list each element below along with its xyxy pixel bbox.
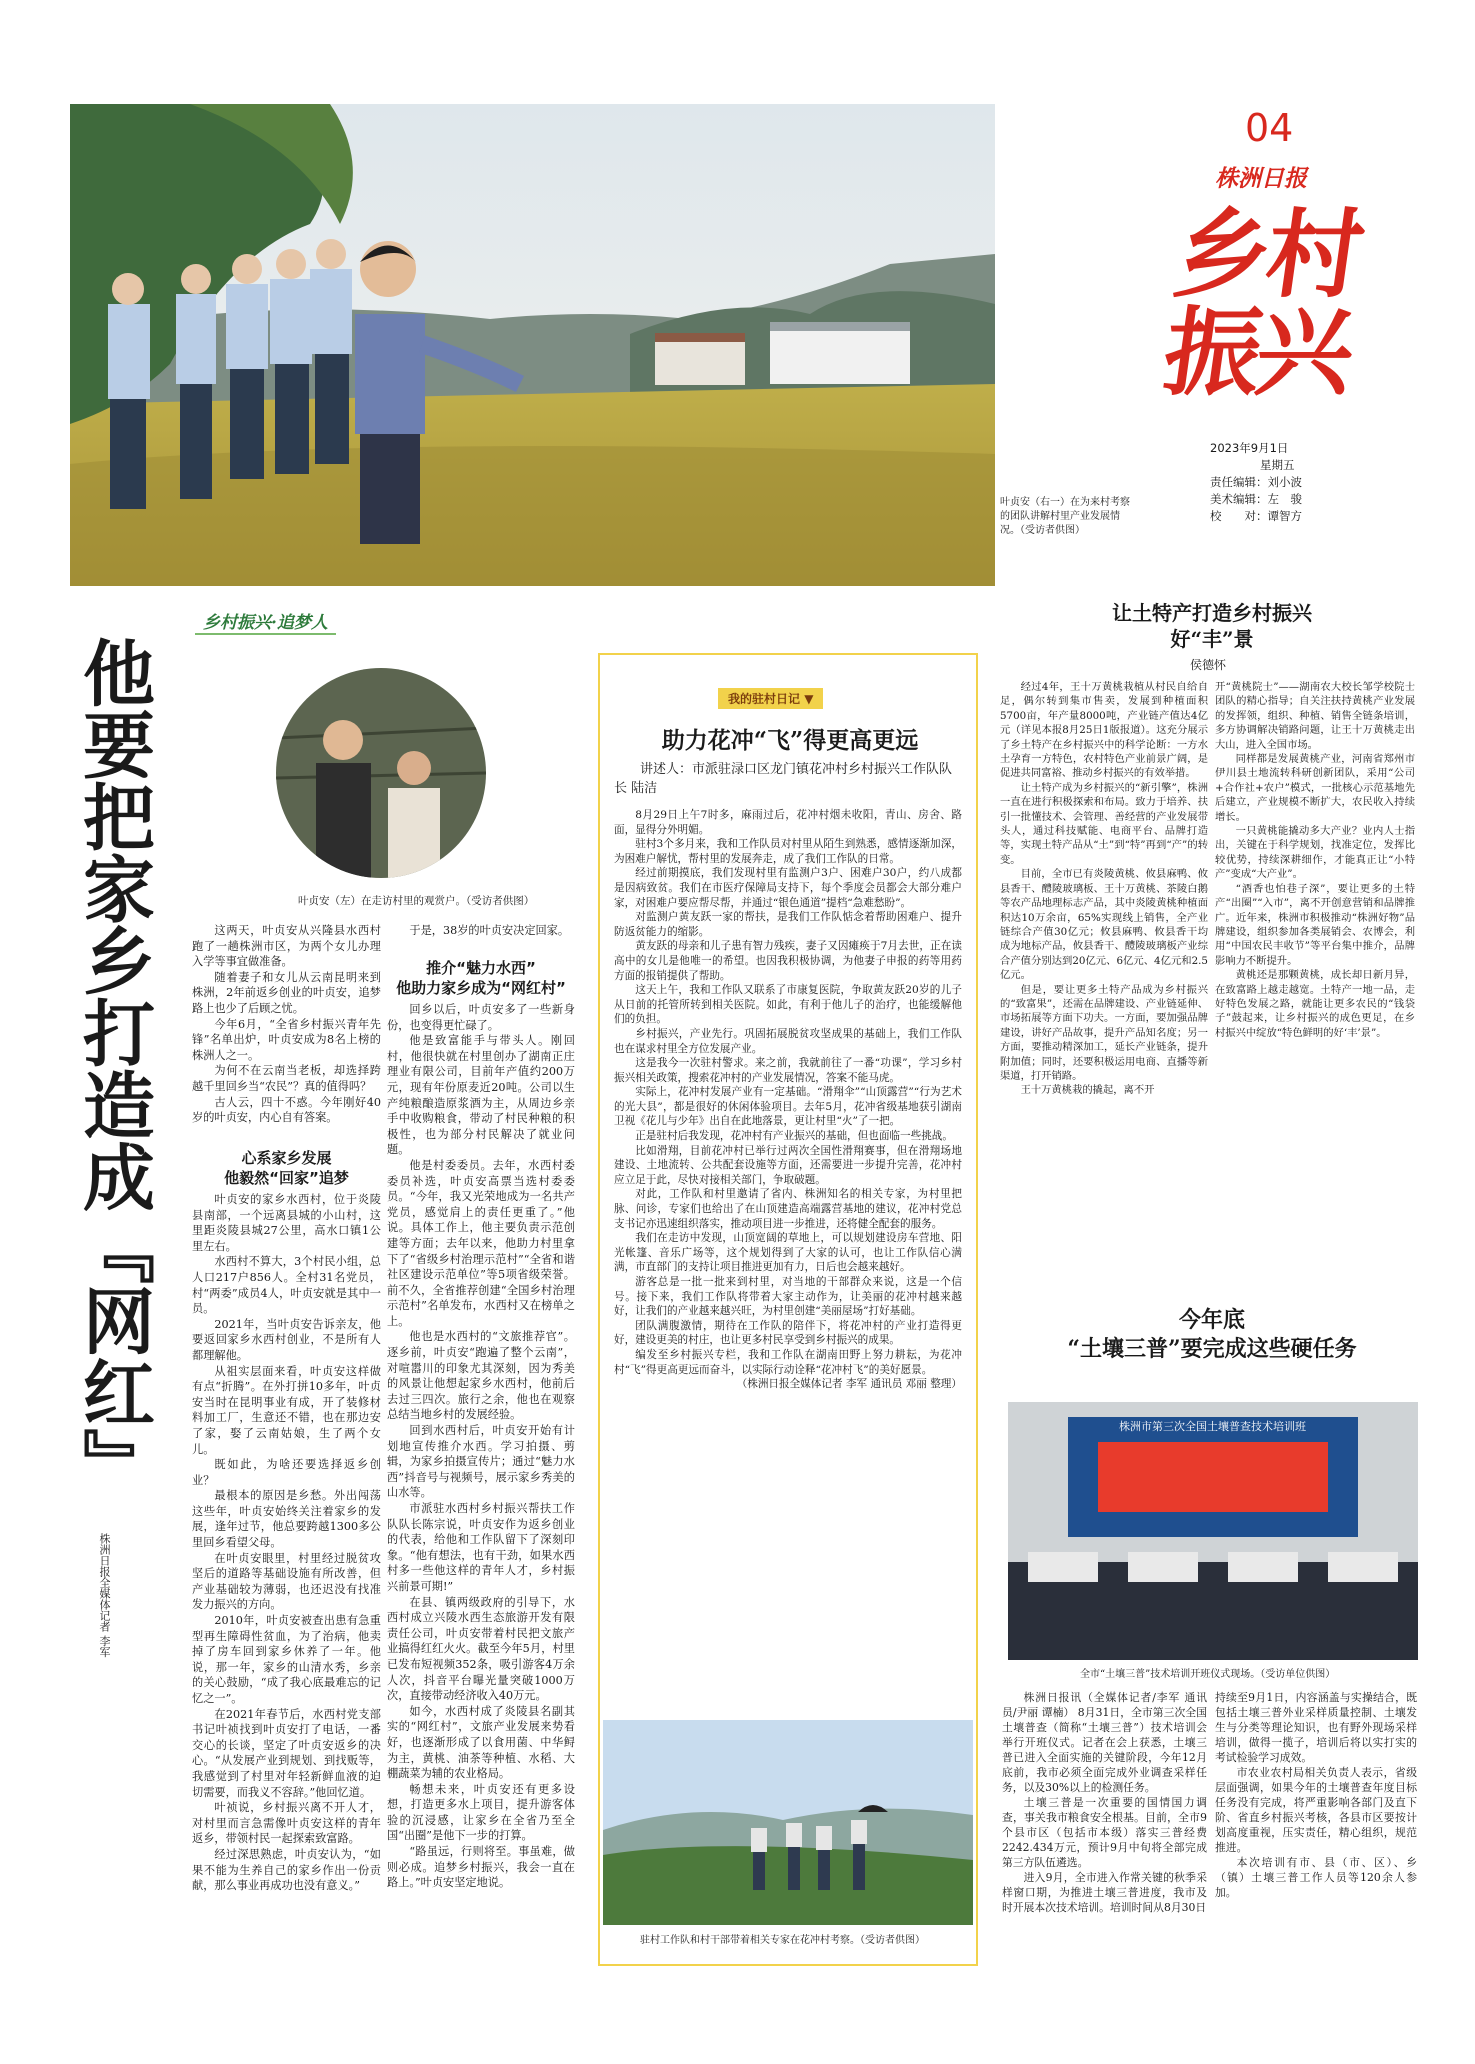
soil-para: 株洲日报讯（全媒体记者/李军 通讯员/尹丽 谭楠） 8月31日，全市第三次全国土壤普查（简称“土壤三普”）技术培训会举行开班仪式。记者在会上获悉，土壤三普已进入全面实施的关键阶段，今年12月底前，我市必须全面完成外业调查采样任务，以及30%以上的检测任务。 xyxy=(1002,1691,1207,1794)
soil-col2 xyxy=(1215,1690,1417,2008)
soil-para: 持续至9月1日，内容涵盖与实操结合，既包括土壤三普外业采样质量控制、土壤发生与分类等理论知识，也有野外现场采样培训，做得一揽子，培训后将以实打实的考试检验学习成效。 xyxy=(1215,1691,1417,1764)
lead-para: 古人云，四十不惑。今年刚好40岁的叶贞安，内心自有答案。 xyxy=(192,1095,381,1125)
lead-para: 水西村不算大，3个村民小组，总人口217户856人。全村31名党员，村“两委”成员4人，叶贞安就是其中一员。 xyxy=(192,1255,381,1316)
lead-para: 今年6月，“全省乡村振兴青年先锋”名单出炉，叶贞安成为8名上榜的株洲人之一。 xyxy=(192,1017,381,1062)
diary-para: 驻村3个多月来，我和工作队员对村里从陌生到熟悉，感情逐渐加深，为困难户解忧，帮村里的发展奔走，成了我们工作队的日常。 xyxy=(614,838,962,865)
lead-para: 这两天，叶贞安从兴隆县水西村跑了一趟株洲市区，为两个女儿办理入学等事宜做准备。 xyxy=(192,924,381,969)
lead-subhead-1 xyxy=(192,1148,381,1188)
specialty-para: 一只黄桃能撬动多大产业？业内人士指出，关键在于科学规划，找准定位，发挥比较优势，持续深耕细作，才能真正让“小特产”变成“大产业”。 xyxy=(1215,825,1415,881)
paper-logo: 株洲日报 xyxy=(1215,165,1307,192)
lead-subhead-2 xyxy=(387,958,575,998)
lead-para: 于是，38岁的叶贞安决定回家。 xyxy=(409,924,570,937)
portrait-scene xyxy=(276,668,486,878)
specialty-para: 让土特产成为乡村振兴的“新引擎”，株洲一直在进行积极探索和布局。致力于培养、扶引一批懂技术、会管理、善经营的产业发展带头人，通过科技赋能、电商平台、品牌打造等，实现土特产品从“土”到“特”再到“产”的转变。 xyxy=(1000,781,1208,866)
lead-para: 回乡以后，叶贞安多了一些新身份，也变得更忙碌了。 xyxy=(387,1003,575,1032)
diary-para: 对此，工作队和村里邀请了省内、株洲知名的相关专家，为村里把脉、问诊，专家们也给出了在山顶建造高端露营基地的建议，花冲村党总支书记亦迅速组织落实，推动项目进一步推进，还将健全配套的服务。 xyxy=(614,1188,962,1230)
section-title-2: 振兴 xyxy=(1157,296,1358,409)
diary-para: 正是驻村后我发现，花冲村有产业振兴的基础，但也面临一些挑战。 xyxy=(635,1130,953,1143)
specialty-author: 侯德怀 xyxy=(1190,658,1227,672)
diary-para: 经过前期摸底，我们发现村里有监测户3户、困难户30户，约八成都是因病致贫。我们在市医疗保障局支持下，每个季度会员都会大部分难户家，对困难户要应帮尽帮，并通过“银色通道”提档“急难愁盼”。 xyxy=(614,867,962,909)
soil-title-1: 今年底 xyxy=(1178,1307,1245,1333)
specialty-col1 xyxy=(1000,680,1208,1292)
page-number: 04 xyxy=(1245,106,1294,150)
diary-speaker: 讲述人：市派驻渌口区龙门镇花冲村乡村振兴工作队队长 陆洁 xyxy=(614,762,953,796)
lead-para: 畅想未来，叶贞安还有更多设想，打造更多水上项目，提升游客体验的沉浸感，让家乡在全省乃至全国“出圈”是他下一步的打算。 xyxy=(387,1782,575,1843)
lead-para: 叶祯说，乡村振兴离不开人才，对村里而言急需像叶贞安这样的青年返乡，带领村民一起探索致富路。 xyxy=(192,1801,381,1846)
diary-body xyxy=(614,808,962,1713)
diary-title: 助力花冲“飞”得更高更远 xyxy=(661,727,919,754)
soil-photo-scene xyxy=(1008,1402,1418,1660)
diary-para: 这天上午，我和工作队又联系了市康复医院，争取黄友跃20岁的儿子从日前的托管所转到相关医院。如此，有利于他儿子的治疗，也能缓解他们的负担。 xyxy=(614,984,962,1026)
lead-para: 2010年，叶贞安被查出患有急重型再生障碍性贫血，为了治病，他卖掉了房车回到家乡休养了一年。他说，那一年，家乡的山清水秀，乡亲的关心鼓励，“成了我心底最难忘的记忆之一”。 xyxy=(192,1614,381,1705)
lead-para: 从祖实层面来看，叶贞安这样做有点“折腾”。在外打拼10多年，叶贞安当时在昆明事业有成，开了装修材料加工厂，生意还不错，也在那边安了家，娶了云南姑娘，生了两个女儿。 xyxy=(192,1364,381,1456)
lead-subhead-1-a: 心系家乡发展 xyxy=(241,1149,332,1167)
soil-para: 市农业农村局相关负责人表示，省级层面强调，如果今年的土壤普查年度目标任务没有完成，将严重影响各部门及直下阶、省直乡村振兴考核，各县市区要按计划高度重视，压实责任，精心组织，规范推进。 xyxy=(1215,1766,1417,1854)
lead-para: 为何不在云南当老板，却选择跨越千里回乡当“农民”？真的值得吗？ xyxy=(192,1064,381,1093)
diary-tag xyxy=(718,688,823,709)
diary-tag-label: 我的驻村日记 xyxy=(728,692,801,706)
diary-para: 编发至乡村振兴专栏，我和工作队在湖南田野上努力耕耘，为花冲村“飞”得更高更远而奋斗，以实际行动诠释“花冲村飞”的美好愿景。 xyxy=(614,1348,962,1376)
lead-para: 如今，水西村成了炎陵县名副其实的“网红村”，文旅产业发展来势看好，也逐渐形成了以食用菌、中华鲟为主，黄桃、油茶等种植、水稻、大棚蔬菜为辅的农业格局。 xyxy=(387,1704,575,1781)
diary-para: 这是我今一次驻村警求。来之前，我就前往了一番“功课”，学习乡村振兴相关政策，搜索花冲村的产业发展情况，答案不能马虎。 xyxy=(614,1057,962,1084)
soil-para: 本次培训有市、县（市、区）、乡（镇）土壤三普工作人员等120余人参加。 xyxy=(1215,1856,1417,1899)
diary-para: （株洲日报全媒体记者 李军 通讯员 邓丽 整理） xyxy=(736,1378,962,1391)
soil-col1 xyxy=(1002,1690,1207,2008)
lead-headline: 他要把家乡打造成『网红』 xyxy=(71,636,155,1500)
lead-para: 在叶贞安眼里，村里经过脱贫攻坚后的道路等基础设施有所改善，但产业基础较为薄弱，也还迟没有找准发力振兴的方向。 xyxy=(192,1551,381,1612)
lead-para: 他是致富能手与带头人。刚回村，他很快就在村里创办了湖南正庄理业有限公司，目前年产值约200万元，现有年份原麦近20吨。公司以生产纯粮酿造原浆酒为主，从周边乡亲手中收购粮食，带动了村民种粮的积极性，也为部分村民解决了就业问题。 xyxy=(387,1034,575,1157)
portrait-caption: 叶贞安（左）在走访村里的观赏户。（受访者供图） xyxy=(298,895,535,907)
section-title-1: 乡村 xyxy=(1167,198,1368,311)
art-editor-credit: 美术编辑：左 骏 xyxy=(1210,492,1302,506)
diary-para: 黄友跃的母亲和儿子患有智力残疾，妻子又因瘫痪于7月去世，正在读高中的女儿是他唯一的希望。也因我积极协调，为他妻子申报的药等用药方面的报销提供了帮助。 xyxy=(614,940,962,982)
diary-photo-scene xyxy=(603,1720,973,1925)
lead-para: 叶贞安的家乡水西村，位于炎陵县南部，一个远离县城的小山村，这里距炎陵县城27公里，高水口镇1公里左右。 xyxy=(192,1193,381,1253)
lead-byline: 株洲日报全媒体记者 李军 xyxy=(98,1533,111,1658)
column-tag: 乡村振兴·追梦人 xyxy=(195,608,336,635)
specialty-para: 王十万黄桃栽的撬起，离不开 xyxy=(1020,1084,1155,1097)
lead-col1-top xyxy=(192,923,381,1148)
lead-para: 回到水西村后，叶贞安开始有计划地宣传推介水西。学习拍摄、剪辑，为家乡拍摄宣传片；通过“魅力水西”抖音号与视频号，展示家乡秀美的山水等。 xyxy=(387,1424,575,1500)
diary-para: 对监测户黄友跃一家的帮扶，是我们工作队惦念着帮助困难户、提升防返贫能力的缩影。 xyxy=(614,911,962,938)
diary-photo xyxy=(603,1720,973,1925)
diary-photo-caption: 驻村工作队和村干部带着相关专家在花冲村考察。（受访者供图） xyxy=(640,1935,925,1946)
lead-col1-body xyxy=(192,1192,381,1967)
lead-para: 经过深思熟虑，叶贞安认为，“如果不能为生养自己的家乡作出一份贡献，那么事业再成功也没有意义。” xyxy=(192,1847,381,1893)
specialty-para: 目前，全市已有炎陵黄桃、攸县麻鸭、攸县香干、醴陵玻璃板、王十万黄桃、茶陵白鹅等农产品地理标志产品，其中炎陵黄桃种植面积达10万余亩，65%实现线上销售，全产业链综合产值30亿元；攸县麻鸭、攸县香干均成为地标产品，攸县香干、醴陵玻璃板产业综合产值分别达到20亿元、6亿元、4亿元和2.5亿元。 xyxy=(1000,868,1208,982)
diary-para: 8月29日上午7时多，麻雨过后，花冲村烟未收阳，青山、房舍、路面，显得分外明媚。 xyxy=(614,809,962,836)
diary-para: 比如滑翔，目前花冲村已举行过两次全国性滑翔赛事，但在滑翔场地建设、土地流转、公共配套设施等方面，还需要进一步提升完善，花冲村应立足于此，尽快对接相关部门，争取破题。 xyxy=(614,1144,962,1186)
lead-para: 市派驻水西村乡村振兴帮扶工作队队长陈宗说，叶贞安作为返乡创业的代表，给他和工作队留下了深刻印象。“他有想法，也有干劲，如果水西村多一些他这样的青年人才，乡村振兴前景可期!” xyxy=(387,1502,575,1593)
specialty-para: 经过4年，王十万黄桃栽植从村民自给自足，偶尔转到集市售卖，发展到种植面积5700亩，年产量8000吨，产业链产值达4亿元（详见本报8月25日1版报道）。这充分展示了乡土特产在乡村振兴中的科学论断：一方水土孕育一方特色，农村特色产业前景广阔，是促进共同富裕、推动乡村振兴的有效举措。 xyxy=(1000,681,1208,780)
lead-subhead-1-b: 他毅然“回家”追梦 xyxy=(224,1169,349,1187)
proof-credit: 校 对：谭智方 xyxy=(1210,509,1302,523)
lead-col2-body xyxy=(387,1002,575,1967)
hero-caption: 叶贞安（右一）在为来村考察的团队讲解村里产业发展情况。（受访者供图） xyxy=(1000,497,1130,536)
soil-photo xyxy=(1008,1402,1418,1660)
soil-banner: 株洲市第三次全国土壤普查技术培训班 xyxy=(1119,1420,1306,1433)
specialty-col2 xyxy=(1215,680,1415,1292)
soil-para: 进入9月，全市进入作常关键的秋季采样窗口期，为推进土壤三普进度，我市及时开展本次技术培训。培训时间从8月30日 xyxy=(1002,1871,1207,1914)
diary-para: 乡村振兴，产业先行。巩固拓展脱贫攻坚成果的基础上，我们工作队也在谋求村里全方位发展产业。 xyxy=(614,1027,962,1055)
diary-para: 团队满腹激情，期待在工作队的陪伴下，将花冲村的产业打造得更好，建设更美的村庄，也让更多村民享受到乡村振兴的成果。 xyxy=(614,1319,962,1347)
editor-credit: 责任编辑：刘小波 xyxy=(1210,475,1302,489)
diary-para: 我们在走访中发现，山顶宽阔的草地上，可以规划建设房车营地、阳光帐篷、音乐广场等，这个规划得到了大家的认可，也让工作队信心满满，市直部门的支持让项目推进更加有力，日后也会越来越好。 xyxy=(614,1232,962,1274)
lead-para: 在2021年春节后，水西村党支部书记叶祯找到叶贞安打了电话，一番交心的长谈，坚定了叶贞安返乡的决心。“从发展产业到规划、到找贩等，我感觉到了村里对年轻新鲜血液的迫切需要，而我义不容辞。”他回忆道。 xyxy=(192,1707,381,1799)
specialty-para: 黄桃还是那颗黄桃，成长却日新月异，在致富路上越走越宽。土特产一地一品，走好特色发展之路，就能让更多农民的“钱袋子”鼓起来，让乡村振兴的成色更足，在乡村振兴中绽放“特色鲜明的好‘丰’景”。 xyxy=(1215,969,1415,1039)
specialty-para: 同样都是发展黄桃产业，河南省郑州市伊川县土地流转科研创新团队，采用“公司+合作社+农户”模式，一批核心示范基地先后建立，产业规模不断扩大，农民收入持续增长。 xyxy=(1215,753,1415,823)
lead-para: 2021年，当叶贞安告诉亲友，他要返回家乡水西村创业，不是所有人都理解他。 xyxy=(192,1317,381,1362)
soil-para: 土壤三普是一次重要的国情国力调查，事关我市粮食安全根基。目前，全市9个县市区（包括市本级）落实三普经费2242.434万元，预计9月中旬将全部完成第三方队伍遴选。 xyxy=(1002,1796,1207,1869)
specialty-title xyxy=(1002,600,1422,652)
issue-date: 2023年9月1日 xyxy=(1210,441,1289,455)
soil-photo-caption: 全市“土壤三普”技术培训开班仪式现场。（受访单位供图） xyxy=(1080,1669,1336,1680)
diary-para: 游客总是一批一批来到村里，对当地的干部群众来说，这是一个信号。接下来，我们工作队将带着大家主动作为，让美丽的花冲村越来越好，让我们的产业越来越兴旺，为村里创建“美丽屋场”打好基础。 xyxy=(614,1276,962,1318)
portrait-photo xyxy=(276,668,486,878)
specialty-title-1: 让土特产打造乡村振兴 xyxy=(1112,601,1312,625)
lead-para: 随着妻子和女儿从云南昆明来到株洲，2年前返乡创业的叶贞安，追梦路上也少了后顾之忧。 xyxy=(192,970,381,1015)
lead-para: 既如此，为啥还要选择返乡创业？ xyxy=(192,1458,381,1487)
issue-weekday: 星期五 xyxy=(1260,458,1295,472)
lead-subhead-2-a: 推介“魅力水西” xyxy=(426,959,536,977)
lead-para: “路虽远，行则将至。事虽难，做则必成。追梦乡村振兴，我会一直在路上。”叶贞安坚定地说。 xyxy=(387,1845,575,1890)
soil-title-2: “土壤三普”要完成这些硬任务 xyxy=(1067,1336,1357,1362)
lead-para: 最根本的原因是乡愁。外出闯荡这些年，叶贞安始终关注着家乡的发展，逢年过节，他总要跨越1300多公里回乡看望父母。 xyxy=(192,1489,381,1550)
lead-para: 他是村委委员。去年，水西村委委员补选，叶贞安高票当选村委委员。“今年，我又光荣地成为一名共产党员，感觉肩上的责任更重了。”他说。具体工作上，他主要负责示范创建等方面；去年以来，他助力村里拿下了“省级乡村治理示范村”“全省和谐社区建设示范单位”等5项省级荣誉。前不久，全省推荐创建“全国乡村治理示范村”名单发布，水西村又在榜单之上。 xyxy=(387,1158,575,1328)
triangle-icon: ▼ xyxy=(804,692,814,706)
specialty-para: 但是，要让更多土特产品成为乡村振兴的“致富果”，还需在品牌建设、产业链延伸、市场拓展等方面下功夫。一方面，要加强品牌建设，讲好产品故事，提升产品知名度；另一方面，要推动精深加工，延长产业链条，提升附加值；同时，还要积极运用电商、直播等新渠道，打开销路。 xyxy=(1000,983,1208,1082)
specialty-para: “酒香也怕巷子深”，要让更多的土特产“出圈”“入市”，离不开创意营销和品牌推广。近年来，株洲市积极推动“株洲好物”品牌建设，组织参加各类展销会、农博会，利用“中国农民丰收节”等平台集中推介，品牌影响力不断提升。 xyxy=(1215,882,1415,967)
lead-para: 在县、镇两级政府的引导下，水西村成立兴陵水西生态旅游开发有限责任公司，叶贞安带着村民把文旅产业搞得红红火火。截至今年5月，村里已发布短视频352条，吸引游客4万余人次，抖音平台曝光量突破1000万次，直接带动经济收入40万元。 xyxy=(387,1595,575,1703)
lead-col2-top xyxy=(387,923,575,955)
specialty-para: 开“黄桃院士”——湖南农大校长邹学校院士团队的精心指导；自关注扶持黄桃产业发展的发挥领，组织、种植、销售全链条培训，多方协调解决销路问题，让王十万黄桃走出大山，进入全国市场。 xyxy=(1215,681,1415,751)
lead-para: 他也是水西村的“文旅推荐官”。逐乡前，叶贞安“跑遍了整个云南”，对喧嚣川的印象尤其深刻，因为秀美的风景让他想起家乡水西村，他前后去过三四次。旅行之余，他也在观察总结当地乡村的发展经验。 xyxy=(387,1330,575,1422)
lead-subhead-2-b: 他助力家乡成为“网红村” xyxy=(396,979,566,997)
masthead-info xyxy=(1210,440,1302,525)
soil-title xyxy=(1002,1306,1422,1364)
diary-para: 实际上，花冲村发展产业有一定基础。“滑翔伞”“山顶露营”“行为艺术的光大县”，都是很好的休闲体验项目。去年5月，花冲省级基地获引湖南卫视《花儿与少年》出自在此地落景，更让村里“火”了一把。 xyxy=(614,1086,962,1128)
hero-photo-scene xyxy=(70,104,995,586)
specialty-title-2: 好“丰”景 xyxy=(1170,627,1254,651)
hero-photo xyxy=(70,104,995,586)
